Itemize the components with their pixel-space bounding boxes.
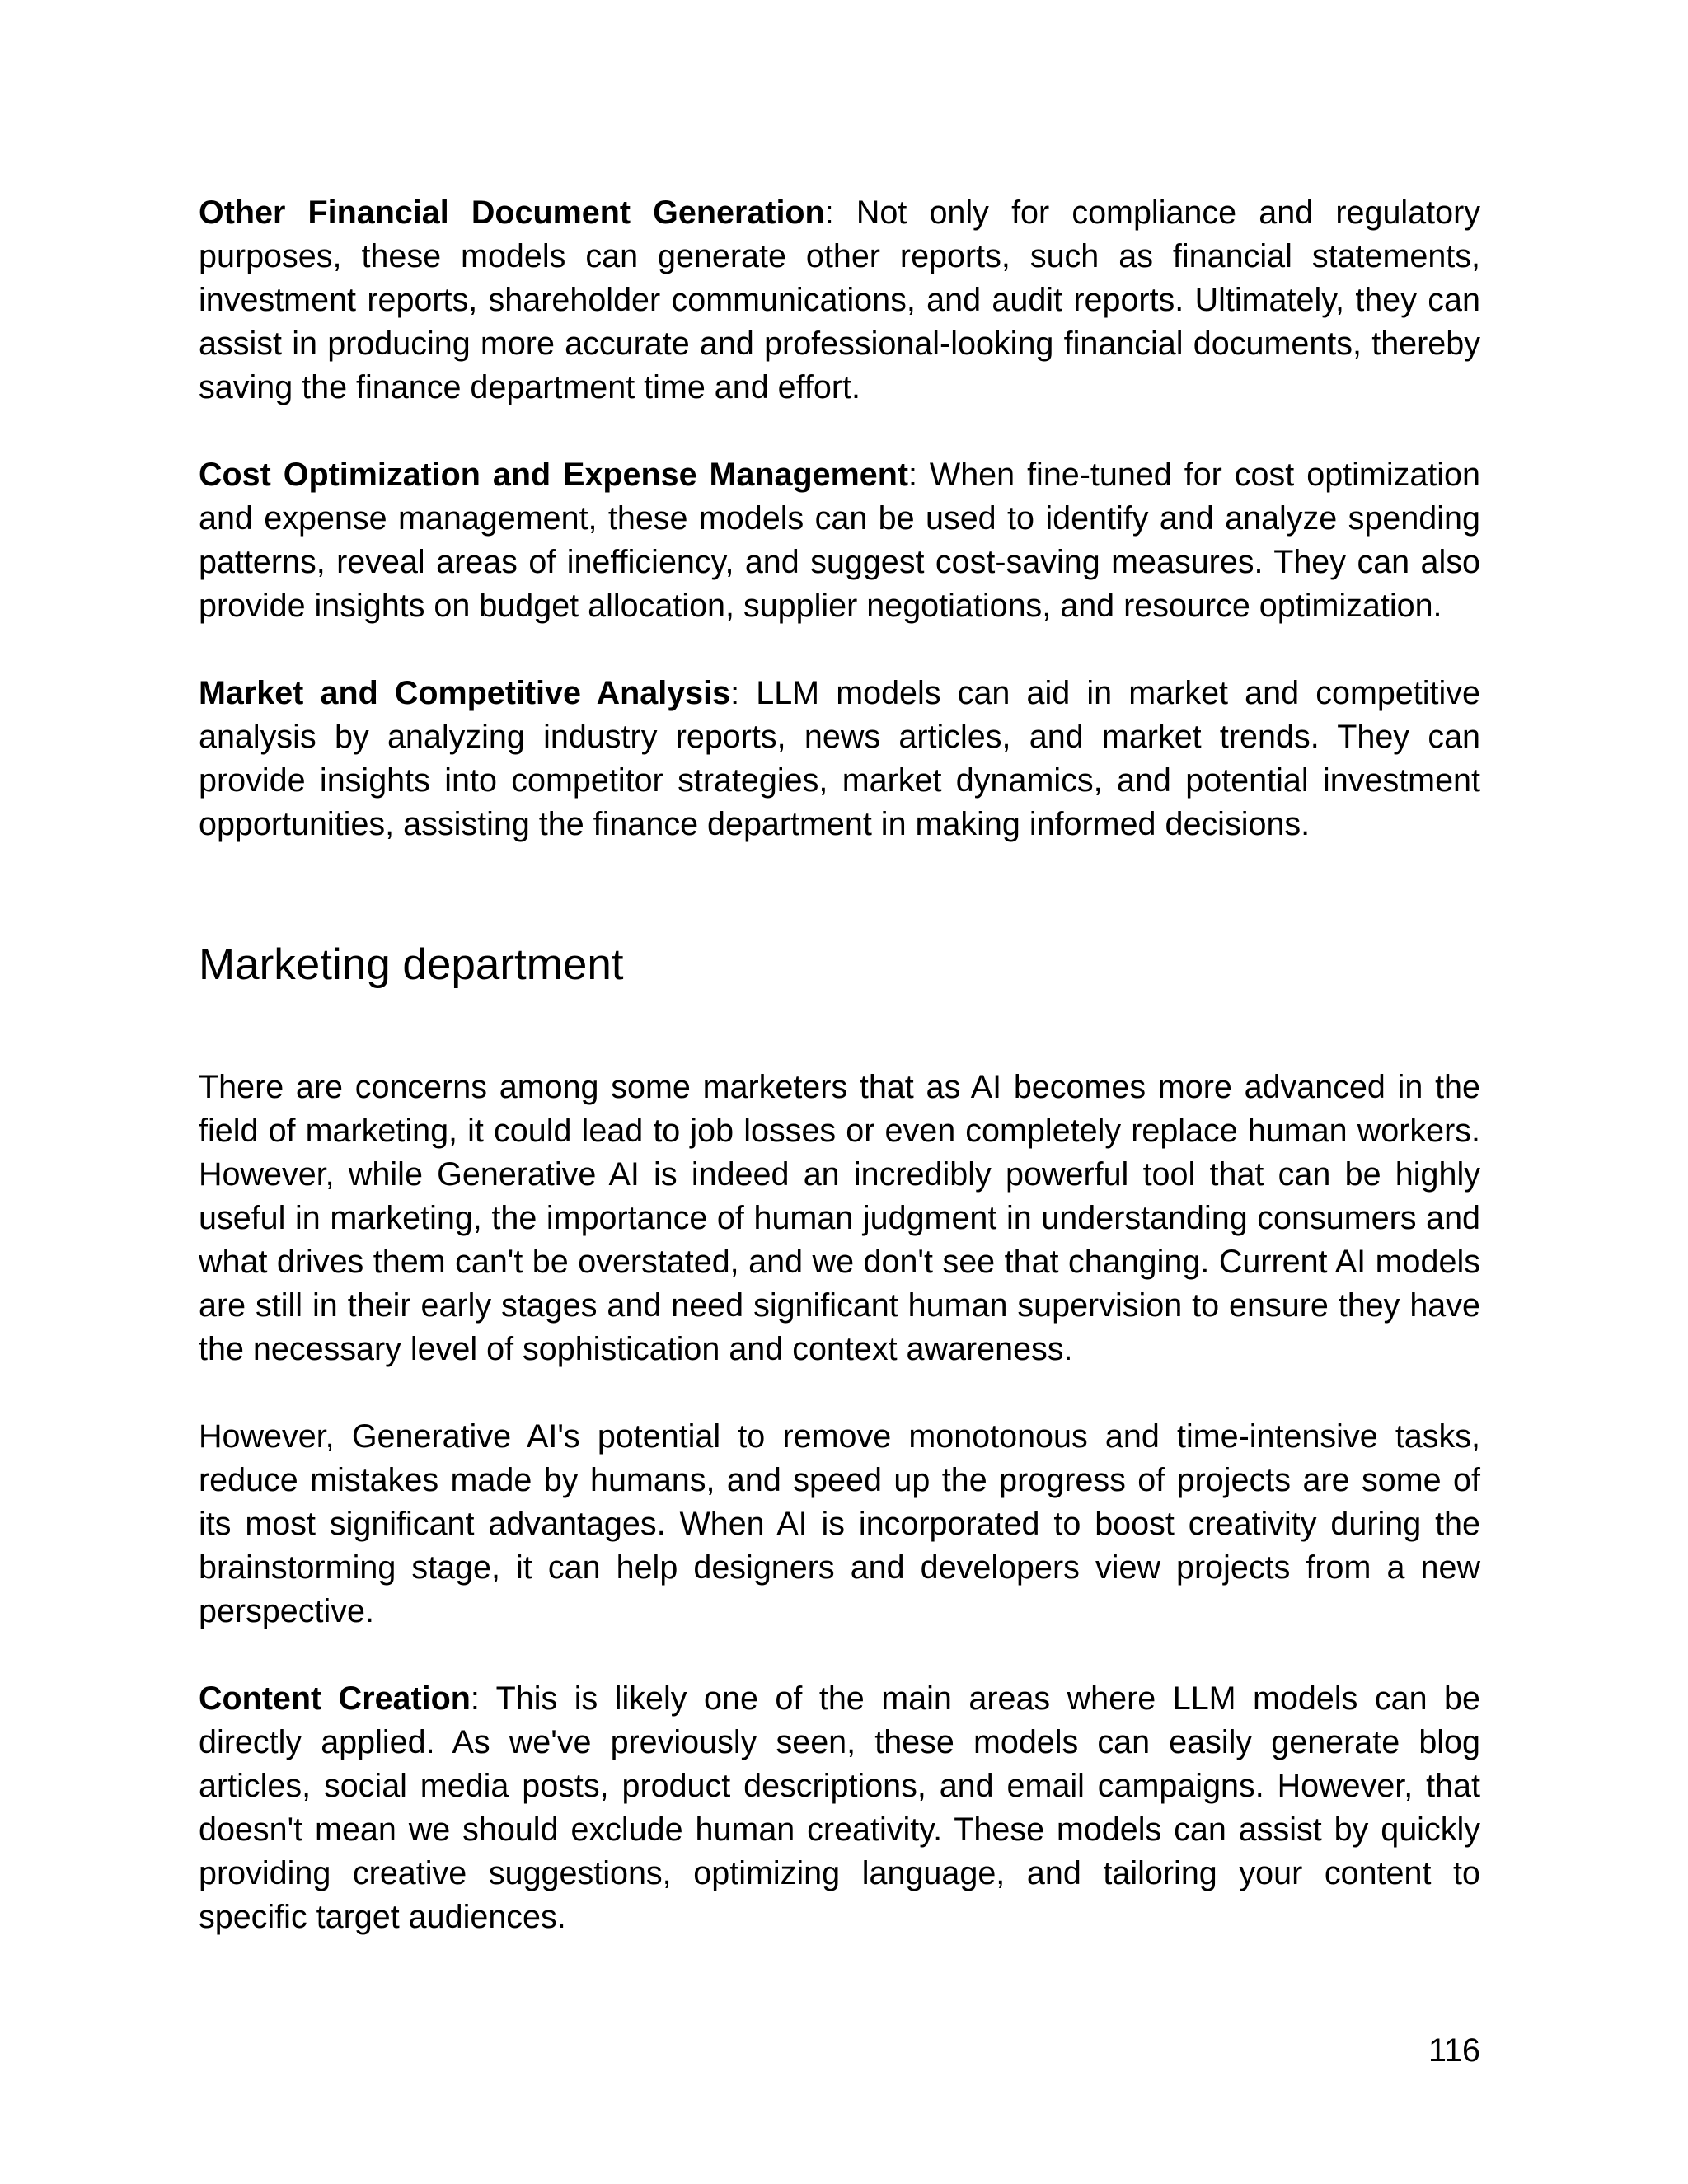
paragraph-body: : This is likely one of the main areas where LLM models can be directly applied. As we've previously seen, these models can easily generate blog articles, social media posts, product descriptions, and email campaigns. However, that doesn't mean we should exclude human creativity. These models can assist by quickly providing creative suggestions, optimizing language, and tailoring your content to specific target audiences. [199,1680,1480,1935]
term-market-competitive-analysis: Market and Competitive Analysis [199,675,731,711]
paragraph-body: : When fine-tuned for cost optimization and expense management, these models can be used to identify and analyze spending patterns, reveal areas of inefficiency, and suggest cost-saving measures. They can also provide insights on budget allocation, supplier negotiations, and resource optimization. [199,457,1480,624]
paragraph-market-competitive-analysis [199,672,1480,846]
section-heading-marketing: Marketing department [199,940,624,989]
paragraph-body: : LLM models can aid in market and competitive analysis by analyzing industry reports, news articles, and market trends. They can provide insights into competitor strategies, market dynamics, and potential investment opportunities, assisting the finance department in making informed decisions. [199,675,1480,842]
term-other-financial-document-generation: Other Financial Document Generation [199,194,825,231]
paragraph-marketing-concerns: There are concerns among some marketers that as AI becomes more advanced in the field of marketing, it could lead to job losses or even completely replace human workers. However, while Generative AI is indeed an incredibly powerful tool that can be highly useful in marketing, the importance of human judgment in understanding consumers and what drives them can't be overstated, and we don't see that changing. Current AI models are still in their early stages and need significant human supervision to ensure they have the necessary level of sophistication and context awareness. [199,1069,1480,1367]
term-content-creation: Content Creation [199,1680,471,1717]
paragraph-cost-optimization [199,453,1480,628]
page-number: 116 [1428,2032,1480,2069]
paragraph-content-creation [199,1677,1480,1939]
page-content [199,191,1480,1939]
paragraph-other-financial-document-generation [199,191,1480,410]
paragraph-marketing-advantages: However, Generative AI's potential to remove monotonous and time-intensive tasks, reduce mistakes made by humans, and speed up the progress of projects are some of its most significant advantages. When AI is incorporated to boost creativity during the brainstorming stage, it can help designers and developers view projects from a new perspective. [199,1418,1480,1629]
term-cost-optimization: Cost Optimization and Expense Management [199,457,908,493]
paragraph-body: : Not only for compliance and regulatory purposes, these models can generate other reports, such as financial statements, investment reports, shareholder communications, and audit reports. Ultimately, they can assist in producing more accurate and professional-looking financial documents, thereby saving the finance department time and effort. [199,194,1480,405]
